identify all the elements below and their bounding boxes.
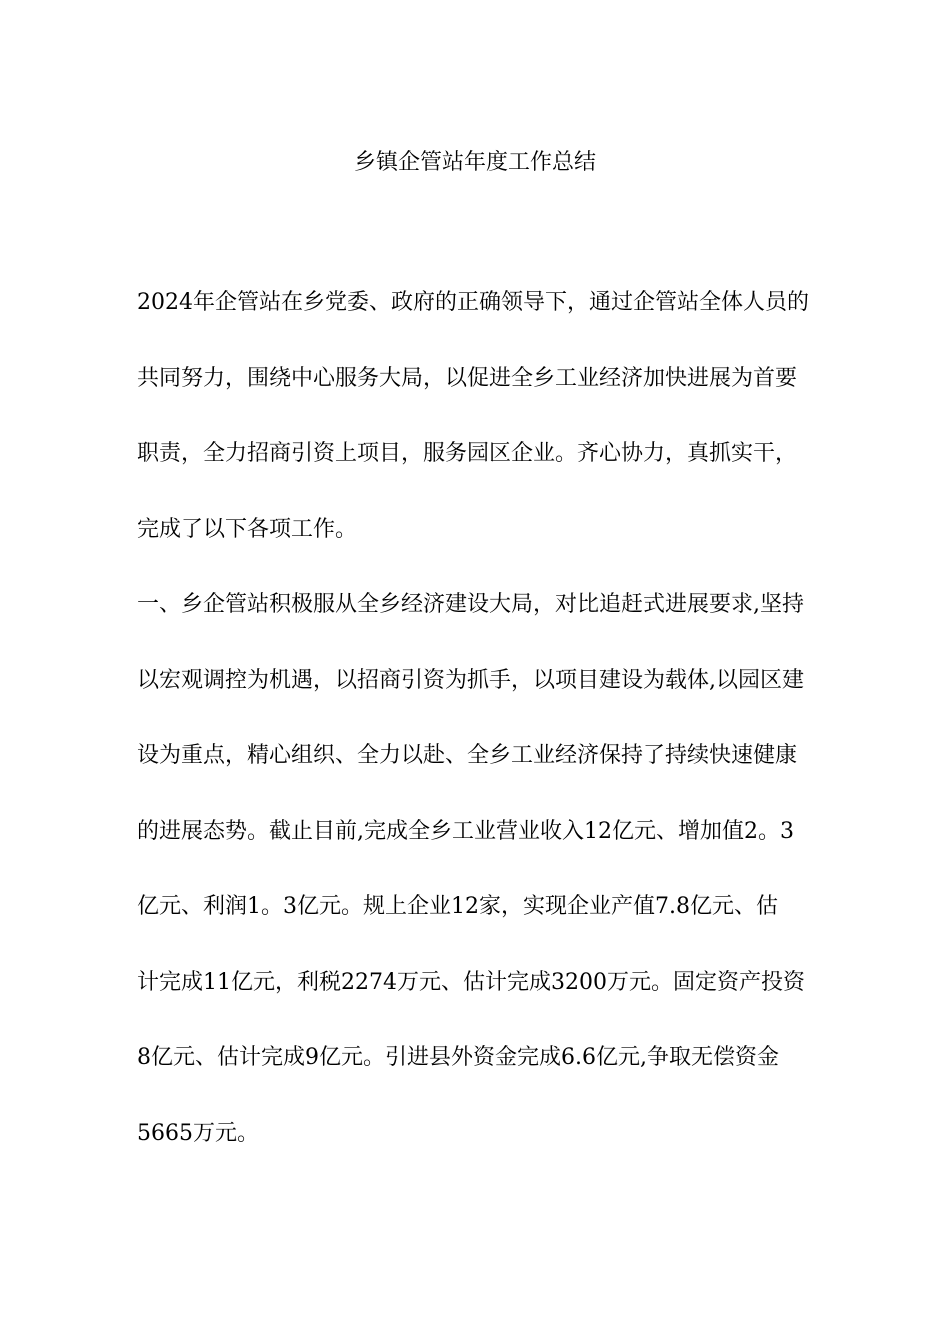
body-line-5: 一、乡企管站积极服从全乡经济建设大局，对比追赶式进展要求,坚持: [137, 592, 804, 617]
body-line-7: 设为重点，精心组织、全力以赴、全乡工业经济保持了持续快速健康: [137, 743, 798, 768]
body-line-8: 的进展态势。截止目前,完成全乡工业营业收入12亿元、增加值2。3: [137, 818, 794, 844]
body-line-4: 完成了以下各项工作。: [137, 516, 358, 542]
body-line-1: 2024年企管站在乡党委、政府的正确领导下，通过企管站全体人员的: [137, 290, 809, 315]
body-line-6: 以宏观调控为机遇，以招商引资为抓手，以项目建设为载体,以园区建: [137, 667, 804, 693]
body-line-2: 共同努力，围绕中心服务大局，以促进全乡工业经济加快进展为首要: [137, 365, 798, 391]
document-title: 乡镇企管站年度工作总结: [353, 150, 596, 175]
body-line-11: 8亿元、估计完成9亿元。引进县外资金完成6.6亿元,争取无偿资金: [137, 1045, 779, 1070]
body-line-9: 亿元、利润1。3亿元。规上企业12家，实现企业产值7.8亿元、估: [137, 894, 778, 919]
body-line-3: 职责，全力招商引资上项目，服务园区企业。齐心协力，真抓实干，: [137, 441, 798, 466]
body-line-10: 计完成11亿元，利税2274万元、估计完成3200万元。固定资产投资: [137, 969, 805, 995]
body-line-12: 5665万元。: [137, 1120, 259, 1146]
document-body: [137, 280, 815, 1186]
